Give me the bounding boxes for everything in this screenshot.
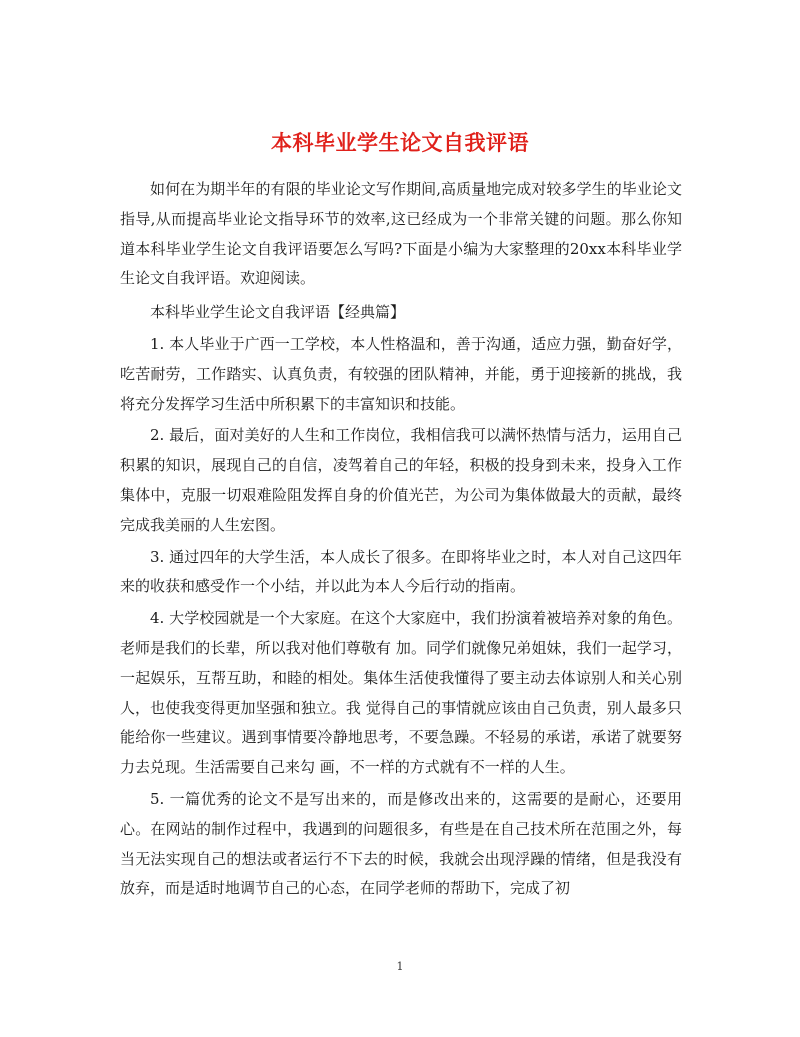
document-body [120, 175, 682, 904]
list-item: 2. 最后，面对美好的人生和工作岗位，我相信我可以满怀热情与活力，运用自己积累的知识，展现自己的自信，凌驾着自己的年轻，积极的投身到未来，投身入工作集体中，克服一切艰难险阻发挥自身的价值光芒，为公司为集体做最大的贡献，最终完成我美丽的人生宏图。 [120, 426, 682, 534]
list-item: 5. 一篇优秀的论文不是写出来的，而是修改出来的，这需要的是耐心，还要用心。在网站的制作过程中，我遇到的问题很多，有些是在自己技术所在范围之外，每当无法实现自己的想法或者运行不下去的时候，我就会出现浮躁的情绪，但是我没有放弃，而是适时地调节自己的心态，在同学老师的帮助下，完成了初 [120, 789, 682, 898]
page-number: 1 [396, 960, 404, 973]
list-item: 4. 大学校园就是一个大家庭。在这个大家庭中，我们扮演着被培养对象的角色。老师是我们的长辈，所以我对他们尊敬有 加。同学们就像兄弟姐妹，我们一起学习，一起娱乐，互帮互助，和睦的相处。集体生活使我懂得了要主动去体谅别人和关心别人，也使我变得更加坚强和独立。我 觉得自己的事情就应该由自己负责，别人最多只能给你一些建议。遇到事情要冷静地思考，不要急躁。不轻易的承诺，承诺了就要努力去兑现。生活需要自己来勾 画，不一样的方式就有不一样的人生。 [120, 609, 682, 777]
intro-paragraph: 如何在为期半年的有限的毕业论文写作期间,高质量地完成对较多学生的毕业论文指导,从而提高毕业论文指导环节的效率,这已经成为一个非常关键的问题。那么你知道本科毕业学生论文自我评语要怎么写吗?下面是小编为大家整理的20xx本科毕业学生论文自我评语。欢迎阅读。 [120, 180, 682, 288]
list-item: 1. 本人毕业于广西一工学校，本人性格温和，善于沟通，适应力强，勤奋好学，吃苦耐劳，工作踏实、认真负责，有较强的团队精神，并能，勇于迎接新的挑战，我将充分发挥学习生活中所积累下的丰富知识和技能。 [120, 334, 682, 413]
section-subheading: 本科毕业学生论文自我评语【经典篇】 [150, 303, 406, 322]
list-item: 3. 通过四年的大学生活，本人成长了很多。在即将毕业之时，本人对自己这四年来的收获和感受作一个小结，并以此为本人今后行动的指南。 [120, 547, 682, 596]
document-title: 本科毕业学生论文自我评语 [271, 130, 529, 156]
